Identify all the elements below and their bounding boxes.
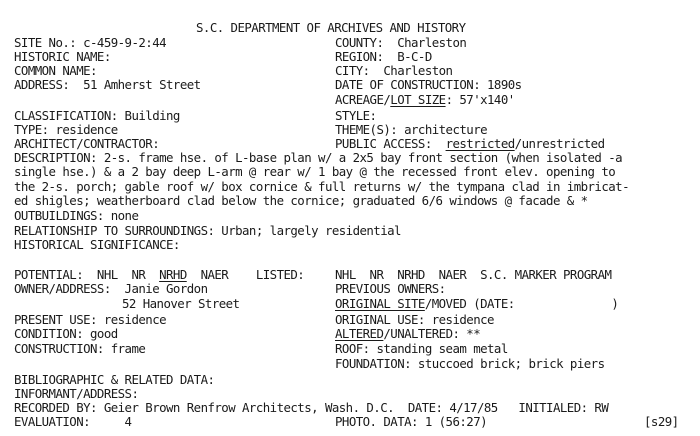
potential-nrhd: NRHD — [159, 267, 187, 282]
common-name: COMMON NAME: — [14, 63, 97, 78]
bibliographic-data: BIBLIOGRAPHIC & RELATED DATA: — [14, 372, 215, 387]
condition: CONDITION: good — [14, 326, 118, 341]
recorded-by: RECORDED BY: Geier Brown Renfrow Architects, Wash. D.C. DATE: 4/17/85 INITIALED: RW — [14, 400, 609, 415]
acreage-lot-size — [335, 93, 515, 107]
foundation: FOUNDATION: stuccoed brick; brick piers — [335, 356, 605, 371]
moved-date: /MOVED (DATE: ) — [424, 296, 619, 311]
original-site: ORIGINAL SITE — [335, 296, 425, 311]
restricted-option: restricted — [445, 136, 515, 151]
date-of-construction: DATE OF CONSTRUCTION: 1890s — [335, 77, 522, 92]
classification: CLASSIFICATION: Building — [14, 108, 180, 123]
county: COUNTY: Charleston — [335, 35, 467, 50]
potential — [14, 268, 304, 282]
informant-address: INFORMANT/ADDRESS: — [14, 386, 139, 401]
historic-name: HISTORIC NAME: — [14, 49, 111, 64]
relationship-to-surroundings: RELATIONSHIP TO SURROUNDINGS: Urban; largely residential — [14, 223, 401, 238]
card-header: S.C. DEPARTMENT OF ARCHIVES AND HISTORY — [196, 20, 466, 35]
city: CITY: Charleston — [335, 63, 453, 78]
description-line: single hse.) & a 2 bay deep L-arm @ rear w/ 1 bay @ the recessed front elev. opening to — [14, 164, 616, 179]
previous-owners: PREVIOUS OWNERS: — [335, 281, 446, 296]
historical-significance: HISTORICAL SIGNIFICANCE: — [14, 237, 180, 252]
owner-street: 52 Hanover Street — [122, 296, 240, 311]
unaltered: /UNALTERED: ** — [383, 326, 481, 341]
architect-contractor: ARCHITECT/CONTRACTOR: — [14, 136, 160, 151]
photo-data: PHOTO. DATA: 1 (56:27) — [335, 414, 488, 429]
construction: CONSTRUCTION: frame — [14, 341, 146, 356]
address: ADDRESS: 51 Amherst Street — [14, 77, 201, 92]
public-access — [335, 137, 605, 151]
lot-size-label: LOT SIZE — [390, 92, 446, 107]
description-line: the 2-s. porch; gable roof w/ box cornice & full returns w/ the tympana clad in imbricat- — [14, 179, 629, 194]
outbuildings: OUTBUILDINGS: none — [14, 208, 139, 223]
altered: ALTERED — [335, 326, 384, 341]
description-line: DESCRIPTION: 2-s. frame hse. of L-base plan w/ a 2x5 bay front section (when isolated -a — [14, 150, 623, 165]
potential-label: POTENTIAL: NHL NR — [14, 267, 160, 282]
original-site-moved — [335, 297, 618, 311]
public-access-label: PUBLIC ACCESS: — [335, 136, 446, 151]
site-number: SITE No.: c-459-9-2:44 — [14, 35, 167, 50]
region: REGION: B-C-D — [335, 49, 432, 64]
altered-unaltered — [335, 327, 480, 341]
description-line: ed shigles; weatherboard clad below the cornice; graduated 6/6 windows @ facade & * — [14, 193, 588, 208]
lot-size-value: : 57'x140' — [445, 92, 515, 107]
owner-address: OWNER/ADDRESS: Janie Gordon — [14, 281, 208, 296]
type: TYPE: residence — [14, 122, 118, 137]
listed-options: NHL NR NRHD NAER S.C. MARKER PROGRAM — [335, 267, 612, 282]
original-use: ORIGINAL USE: residence — [335, 312, 494, 327]
evaluation: EVALUATION: 4 — [14, 414, 132, 429]
themes: THEME(S): architecture — [335, 122, 488, 137]
roof: ROOF: standing seam metal — [335, 341, 508, 356]
potential-rest: NAER LISTED: — [186, 267, 305, 282]
present-use: PRESENT USE: residence — [14, 312, 167, 327]
acreage-label: ACREAGE/ — [335, 92, 391, 107]
style: STYLE: — [335, 108, 377, 123]
unrestricted-option: /unrestricted — [514, 136, 605, 151]
sheet-reference: [s29] — [644, 414, 679, 429]
